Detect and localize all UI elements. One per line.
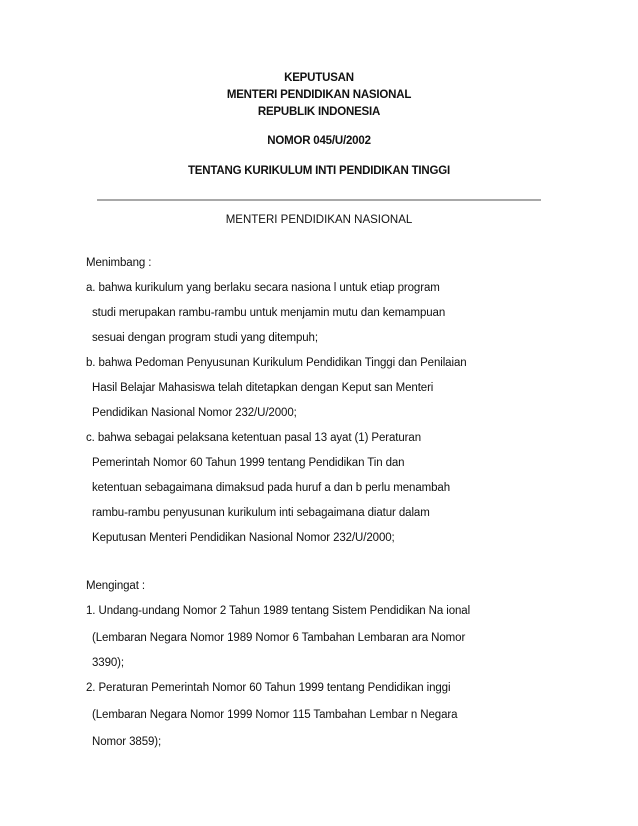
- mengingat-line: Nomor 3859);: [92, 736, 162, 748]
- mengingat-heading: Mengingat :: [86, 580, 145, 592]
- decree-title: KEPUTUSAN: [284, 72, 354, 84]
- menimbang-line: ketentuan sebagaimana dimaksud pada huruf a dan b perlu menambah: [92, 482, 451, 494]
- menimbang-line: a. bahwa kurikulum yang berlaku secara nasiona l untuk etiap program: [86, 282, 440, 294]
- menimbang-line: studi merupakan rambu-rambu untuk menjamin mutu dan kemampuan: [92, 307, 446, 319]
- menimbang-line: b. bahwa Pedoman Penyusunan Kurikulum Pendidikan Tinggi dan Penilaian: [86, 357, 467, 369]
- menimbang-heading: Menimbang :: [86, 257, 152, 269]
- mengingat-line: 2. Peraturan Pemerintah Nomor 60 Tahun 1999 tentang Pendidikan inggi: [86, 682, 451, 694]
- menimbang-line: c. bahwa sebagai pelaksana ketentuan pasal 13 ayat (1) Peraturan: [86, 432, 421, 444]
- mengingat-line: (Lembaran Negara Nomor 1999 Nomor 115 Tambahan Lembar n Negara: [92, 709, 458, 721]
- menimbang-line: Pemerintah Nomor 60 Tahun 1999 tentang Pendidikan Tin dan: [92, 457, 405, 469]
- menimbang-line: Pendidikan Nasional Nomor 232/U/2000;: [92, 407, 297, 419]
- decree-country: REPUBLIK INDONESIA: [257, 106, 381, 118]
- decree-issuer-title: MENTERI PENDIDIKAN NASIONAL: [226, 89, 412, 101]
- mengingat-line: 3390);: [92, 657, 125, 669]
- issuer-heading: MENTERI PENDIDIKAN NASIONAL: [225, 214, 413, 226]
- menimbang-line: Hasil Belajar Mahasiswa telah ditetapkan dengan Keput san Menteri: [92, 382, 434, 394]
- decree-subject: TENTANG KURIKULUM INTI PENDIDIKAN TINGGI: [187, 165, 451, 177]
- header-divider: [97, 199, 541, 201]
- menimbang-line: Keputusan Menteri Pendidikan Nasional Nomor 232/U/2000;: [92, 532, 395, 544]
- mengingat-line: (Lembaran Negara Nomor 1989 Nomor 6 Tambahan Lembaran ara Nomor: [92, 632, 466, 644]
- decree-number: NOMOR 045/U/2002: [267, 135, 371, 147]
- mengingat-line: 1. Undang-undang Nomor 2 Tahun 1989 tentang Sistem Pendidikan Na ional: [86, 605, 471, 617]
- menimbang-line: sesuai dengan program studi yang ditempuh;: [92, 332, 318, 344]
- menimbang-line: rambu-rambu penyusunan kurikulum inti sebagaimana diatur dalam: [92, 507, 430, 519]
